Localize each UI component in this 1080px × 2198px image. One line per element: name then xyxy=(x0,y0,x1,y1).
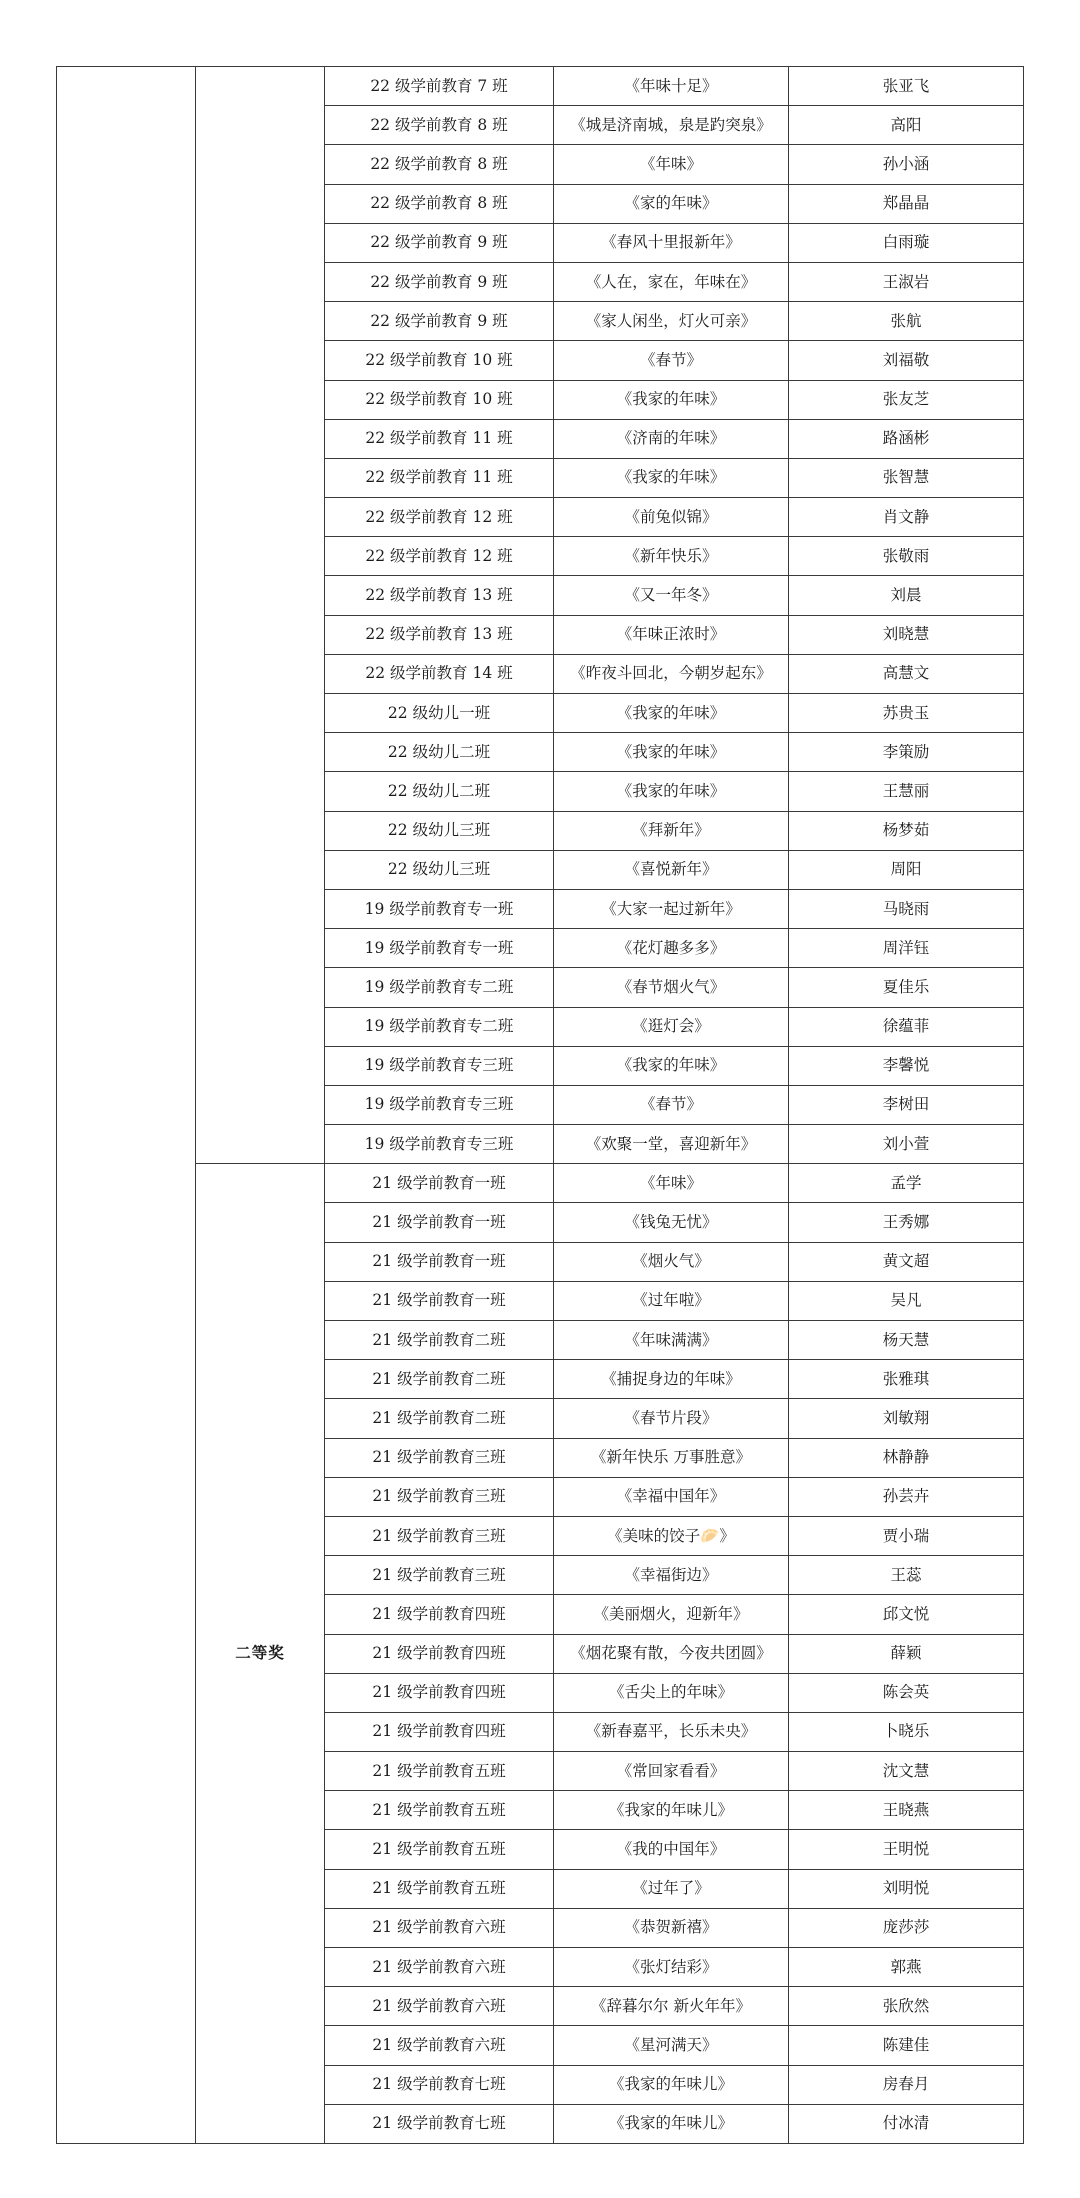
student-name-cell: 王慧丽 xyxy=(789,772,1024,811)
student-name-cell: 周阳 xyxy=(789,850,1024,889)
student-name-cell: 刘小萱 xyxy=(789,1125,1024,1164)
student-name-cell: 高阳 xyxy=(789,106,1024,145)
work-title-cell: 《我家的年味》 xyxy=(554,1046,789,1085)
student-name-cell: 肖文静 xyxy=(789,498,1024,537)
class-name-cell: 21 级学前教育六班 xyxy=(325,1987,554,2026)
class-name-cell: 19 级学前教育专一班 xyxy=(325,929,554,968)
class-name-cell: 19 级学前教育专二班 xyxy=(325,1007,554,1046)
award-roster-table xyxy=(56,66,1024,2144)
student-name-cell: 路涵彬 xyxy=(789,419,1024,458)
work-title-cell: 《拜新年》 xyxy=(554,811,789,850)
work-title-cell: 《年味》 xyxy=(554,1164,789,1203)
class-name-cell: 19 级学前教育专三班 xyxy=(325,1125,554,1164)
class-name-cell: 22 级幼儿三班 xyxy=(325,850,554,889)
class-name-cell: 22 级学前教育 8 班 xyxy=(325,145,554,184)
student-name-cell: 刘敏翔 xyxy=(789,1399,1024,1438)
student-name-cell: 吴凡 xyxy=(789,1281,1024,1320)
student-name-cell: 王淑岩 xyxy=(789,262,1024,301)
work-title-cell: 《春节片段》 xyxy=(554,1399,789,1438)
student-name-cell: 张智慧 xyxy=(789,458,1024,497)
student-name-cell: 刘晨 xyxy=(789,576,1024,615)
class-name-cell: 22 级学前教育 13 班 xyxy=(325,615,554,654)
class-name-cell: 22 级幼儿三班 xyxy=(325,811,554,850)
student-name-cell: 李策励 xyxy=(789,733,1024,772)
class-name-cell: 22 级学前教育 8 班 xyxy=(325,184,554,223)
table-row xyxy=(57,1164,1024,1203)
class-name-cell: 21 级学前教育一班 xyxy=(325,1242,554,1281)
class-name-cell: 21 级学前教育四班 xyxy=(325,1712,554,1751)
student-name-cell: 王蕊 xyxy=(789,1556,1024,1595)
work-title-cell: 《城是济南城，泉是趵突泉》 xyxy=(554,106,789,145)
class-name-cell: 21 级学前教育三班 xyxy=(325,1556,554,1595)
work-title-cell: 《新春嘉平，长乐未央》 xyxy=(554,1712,789,1751)
work-title-cell: 《常回家看看》 xyxy=(554,1752,789,1791)
class-name-cell: 21 级学前教育五班 xyxy=(325,1752,554,1791)
student-name-cell: 白雨璇 xyxy=(789,223,1024,262)
award-level-cell xyxy=(196,67,325,1164)
student-name-cell: 张雅琪 xyxy=(789,1360,1024,1399)
student-name-cell: 房春月 xyxy=(789,2065,1024,2104)
work-title-cell: 《张灯结彩》 xyxy=(554,1948,789,1987)
work-title-cell: 《喜悦新年》 xyxy=(554,850,789,889)
class-name-cell: 21 级学前教育五班 xyxy=(325,1791,554,1830)
work-title-cell: 《昨夜斗回北，今朝岁起东》 xyxy=(554,654,789,693)
student-name-cell: 张航 xyxy=(789,302,1024,341)
student-name-cell: 刘晓慧 xyxy=(789,615,1024,654)
student-name-cell: 张敬雨 xyxy=(789,537,1024,576)
student-name-cell: 马晓雨 xyxy=(789,889,1024,928)
class-name-cell: 21 级学前教育一班 xyxy=(325,1281,554,1320)
work-title-cell: 《人在，家在，年味在》 xyxy=(554,262,789,301)
class-name-cell: 19 级学前教育专三班 xyxy=(325,1046,554,1085)
work-title-cell: 《过年啦》 xyxy=(554,1281,789,1320)
student-name-cell: 高慧文 xyxy=(789,654,1024,693)
class-name-cell: 22 级学前教育 12 班 xyxy=(325,498,554,537)
class-name-cell: 21 级学前教育四班 xyxy=(325,1595,554,1634)
class-name-cell: 21 级学前教育五班 xyxy=(325,1830,554,1869)
student-name-cell: 张亚飞 xyxy=(789,67,1024,106)
student-name-cell: 杨天慧 xyxy=(789,1321,1024,1360)
class-name-cell: 21 级学前教育四班 xyxy=(325,1634,554,1673)
student-name-cell: 刘福敬 xyxy=(789,341,1024,380)
work-title-cell: 《春节烟火气》 xyxy=(554,968,789,1007)
work-title-cell: 《春节》 xyxy=(554,341,789,380)
work-title-cell: 《我的中国年》 xyxy=(554,1830,789,1869)
work-title-cell: 《捕捉身边的年味》 xyxy=(554,1360,789,1399)
roster-body xyxy=(57,67,1024,2144)
student-name-cell: 黄文超 xyxy=(789,1242,1024,1281)
work-title-cell: 《花灯趣多多》 xyxy=(554,929,789,968)
work-title-cell: 《春节》 xyxy=(554,1085,789,1124)
award-roster-sheet xyxy=(56,66,1023,2144)
student-name-cell: 王明悦 xyxy=(789,1830,1024,1869)
class-name-cell: 21 级学前教育六班 xyxy=(325,1908,554,1947)
student-name-cell: 沈文慧 xyxy=(789,1752,1024,1791)
class-name-cell: 21 级学前教育七班 xyxy=(325,2104,554,2143)
class-name-cell: 21 级学前教育三班 xyxy=(325,1438,554,1477)
work-title-cell: 《我家的年味》 xyxy=(554,772,789,811)
class-name-cell: 22 级学前教育 10 班 xyxy=(325,380,554,419)
work-title-cell: 《年味十足》 xyxy=(554,67,789,106)
work-title-cell: 《我家的年味》 xyxy=(554,380,789,419)
student-name-cell: 贾小瑞 xyxy=(789,1516,1024,1555)
award-level-label: 二等奖 xyxy=(235,1644,285,1663)
class-name-cell: 21 级学前教育三班 xyxy=(325,1477,554,1516)
work-title-cell: 《美丽烟火，迎新年》 xyxy=(554,1595,789,1634)
work-title-cell: 《新年快乐 万事胜意》 xyxy=(554,1438,789,1477)
class-name-cell: 22 级学前教育 9 班 xyxy=(325,262,554,301)
work-title-cell: 《我家的年味》 xyxy=(554,458,789,497)
work-title-cell: 《美味的饺子🥟》 xyxy=(554,1516,789,1555)
student-name-cell: 薛颖 xyxy=(789,1634,1024,1673)
work-title-cell: 《我家的年味》 xyxy=(554,694,789,733)
work-title-cell: 《春风十里报新年》 xyxy=(554,223,789,262)
class-name-cell: 19 级学前教育专一班 xyxy=(325,889,554,928)
class-name-cell: 22 级学前教育 13 班 xyxy=(325,576,554,615)
class-name-cell: 22 级幼儿二班 xyxy=(325,772,554,811)
student-name-cell: 郑晶晶 xyxy=(789,184,1024,223)
class-name-cell: 22 级学前教育 8 班 xyxy=(325,106,554,145)
class-name-cell: 21 级学前教育二班 xyxy=(325,1360,554,1399)
work-title-cell: 《烟花聚有散，今夜共团圆》 xyxy=(554,1634,789,1673)
student-name-cell: 卜晓乐 xyxy=(789,1712,1024,1751)
work-title-cell: 《又一年冬》 xyxy=(554,576,789,615)
student-name-cell: 陈建佳 xyxy=(789,2026,1024,2065)
class-name-cell: 22 级幼儿一班 xyxy=(325,694,554,733)
work-title-cell: 《辞暮尔尔 新火年年》 xyxy=(554,1987,789,2026)
work-title-cell: 《大家一起过新年》 xyxy=(554,889,789,928)
student-name-cell: 王晓燕 xyxy=(789,1791,1024,1830)
work-title-cell: 《幸福中国年》 xyxy=(554,1477,789,1516)
work-title-cell: 《过年了》 xyxy=(554,1869,789,1908)
work-title-cell: 《钱兔无忧》 xyxy=(554,1203,789,1242)
work-title-cell: 《年味正浓时》 xyxy=(554,615,789,654)
class-name-cell: 19 级学前教育专三班 xyxy=(325,1085,554,1124)
class-name-cell: 22 级学前教育 12 班 xyxy=(325,537,554,576)
student-name-cell: 张友芝 xyxy=(789,380,1024,419)
class-name-cell: 22 级幼儿二班 xyxy=(325,733,554,772)
student-name-cell: 陈会英 xyxy=(789,1673,1024,1712)
category-cell xyxy=(57,67,196,2144)
student-name-cell: 夏佳乐 xyxy=(789,968,1024,1007)
work-title-cell: 《我家的年味儿》 xyxy=(554,2104,789,2143)
student-name-cell: 孟学 xyxy=(789,1164,1024,1203)
work-title-cell: 《济南的年味》 xyxy=(554,419,789,458)
award-level-cell xyxy=(196,1164,325,2144)
work-title-cell: 《欢聚一堂，喜迎新年》 xyxy=(554,1125,789,1164)
student-name-cell: 李馨悦 xyxy=(789,1046,1024,1085)
student-name-cell: 刘明悦 xyxy=(789,1869,1024,1908)
student-name-cell: 孙小涵 xyxy=(789,145,1024,184)
work-title-cell: 《烟火气》 xyxy=(554,1242,789,1281)
class-name-cell: 22 级学前教育 14 班 xyxy=(325,654,554,693)
class-name-cell: 21 级学前教育二班 xyxy=(325,1321,554,1360)
student-name-cell: 苏贵玉 xyxy=(789,694,1024,733)
class-name-cell: 21 级学前教育四班 xyxy=(325,1673,554,1712)
work-title-cell: 《逛灯会》 xyxy=(554,1007,789,1046)
student-name-cell: 孙芸卉 xyxy=(789,1477,1024,1516)
class-name-cell: 19 级学前教育专二班 xyxy=(325,968,554,1007)
class-name-cell: 21 级学前教育一班 xyxy=(325,1203,554,1242)
work-title-cell: 《幸福街边》 xyxy=(554,1556,789,1595)
work-title-cell: 《年味》 xyxy=(554,145,789,184)
class-name-cell: 22 级学前教育 9 班 xyxy=(325,302,554,341)
class-name-cell: 22 级学前教育 10 班 xyxy=(325,341,554,380)
student-name-cell: 郭燕 xyxy=(789,1948,1024,1987)
class-name-cell: 21 级学前教育七班 xyxy=(325,2065,554,2104)
class-name-cell: 22 级学前教育 11 班 xyxy=(325,458,554,497)
work-title-cell: 《家人闲坐，灯火可亲》 xyxy=(554,302,789,341)
work-title-cell: 《家的年味》 xyxy=(554,184,789,223)
class-name-cell: 21 级学前教育五班 xyxy=(325,1869,554,1908)
class-name-cell: 21 级学前教育二班 xyxy=(325,1399,554,1438)
work-title-cell: 《舌尖上的年味》 xyxy=(554,1673,789,1712)
student-name-cell: 李树田 xyxy=(789,1085,1024,1124)
student-name-cell: 付冰清 xyxy=(789,2104,1024,2143)
table-row xyxy=(57,67,1024,106)
student-name-cell: 庞莎莎 xyxy=(789,1908,1024,1947)
class-name-cell: 21 级学前教育一班 xyxy=(325,1164,554,1203)
student-name-cell: 林静静 xyxy=(789,1438,1024,1477)
student-name-cell: 徐蕴菲 xyxy=(789,1007,1024,1046)
work-title-cell: 《年味满满》 xyxy=(554,1321,789,1360)
student-name-cell: 邱文悦 xyxy=(789,1595,1024,1634)
class-name-cell: 21 级学前教育三班 xyxy=(325,1516,554,1555)
work-title-cell: 《新年快乐》 xyxy=(554,537,789,576)
student-name-cell: 杨梦茹 xyxy=(789,811,1024,850)
work-title-cell: 《我家的年味儿》 xyxy=(554,2065,789,2104)
work-title-cell: 《星河满天》 xyxy=(554,2026,789,2065)
class-name-cell: 22 级学前教育 9 班 xyxy=(325,223,554,262)
student-name-cell: 周洋钰 xyxy=(789,929,1024,968)
work-title-cell: 《恭贺新禧》 xyxy=(554,1908,789,1947)
work-title-cell: 《我家的年味儿》 xyxy=(554,1791,789,1830)
class-name-cell: 22 级学前教育 11 班 xyxy=(325,419,554,458)
student-name-cell: 张欣然 xyxy=(789,1987,1024,2026)
class-name-cell: 22 级学前教育 7 班 xyxy=(325,67,554,106)
student-name-cell: 王秀娜 xyxy=(789,1203,1024,1242)
work-title-cell: 《前兔似锦》 xyxy=(554,498,789,537)
class-name-cell: 21 级学前教育六班 xyxy=(325,1948,554,1987)
class-name-cell: 21 级学前教育六班 xyxy=(325,2026,554,2065)
work-title-cell: 《我家的年味》 xyxy=(554,733,789,772)
